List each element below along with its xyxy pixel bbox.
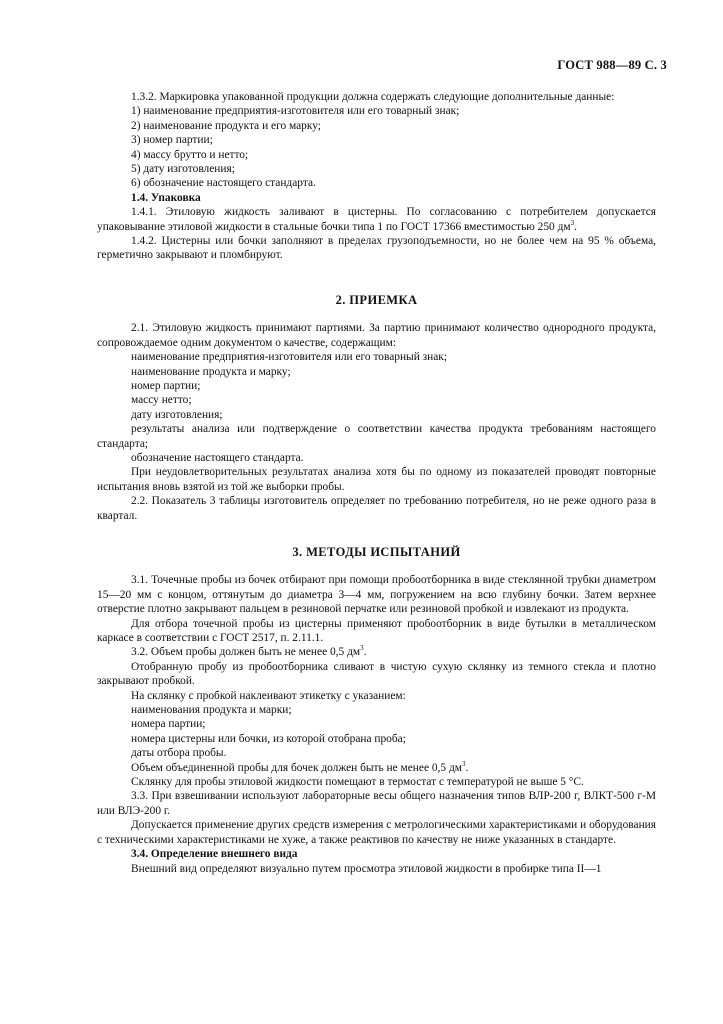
list-item: 5) дату изготовления; [131, 163, 235, 176]
clause-1-4-1: 1.4.1. Этиловую жидкость заливают в цистерны. По согласованию с потребителем допускается упаковывание этиловой жидкости в стальные бочки типа 1 по ГОСТ 17366 вместимостью 250 $дм^3$. [97, 206, 656, 233]
clause-2-1-retest: При неудовлетворительных результатах анализа хотя бы по одному из показателей проводят повторные испытания вновь взятой из той же выборки пробы. [97, 466, 656, 493]
list-item: дату изготовления; [131, 408, 223, 421]
section-3-heading: 3. МЕТОДЫ ИСПЫТАНИЙ [292, 544, 461, 559]
clause-3-2: 3.2. Объем пробы должен быть не менее 0,5 $дм^3$. [131, 644, 367, 659]
list-item: 2) наименование продукта и его марку; [131, 119, 321, 132]
list-item: наименования продукта и марки; [131, 704, 292, 717]
list-item: номера партии; [131, 718, 206, 731]
page-header: ГОСТ 988—89 С. 3 [557, 58, 667, 72]
clause-3-2-thermostat: Склянку для пробы этиловой жидкости помещают в термостат с температурой не выше 5 °С. [131, 776, 584, 789]
list-item: обозначение настоящего стандарта. [131, 451, 304, 464]
list-item: 6) обозначение настоящего стандарта. [131, 177, 316, 190]
clause-3-2-bottle: Отобранную пробу из пробоотборника сливают в чистую сухую склянку из темного стекла и плотно закрывают пробкой. [97, 660, 656, 688]
clause-3-4: Внешний вид определяют визуально путем просмотра этиловой жидкости в пробирке типа II—1 [131, 862, 602, 875]
list-item: 1) наименование предприятия-изготовителя или его товарный знак; [131, 105, 460, 118]
clause-3-3: 3.3. При взвешивании используют лабораторные весы общего назначения типов ВЛР-200 г, ВЛКТ-500 г-М или ВЛЭ-200 г. [97, 790, 656, 817]
section-2-heading: 2. ПРИЕМКА [335, 292, 418, 307]
list-item: наименование предприятия-изготовителя или его товарный знак; [131, 351, 447, 364]
list-item: наименование продукта и марку; [131, 365, 291, 378]
list-item: даты отбора пробы. [131, 747, 227, 760]
clause-3-1-tank: Для отбора точечной пробы из цистерны применяют пробоотборник в виде бутылки в металлическом каркасе в соответствии с ГОСТ 2517, п. 2.11.1. [97, 617, 656, 644]
clause-1-3-2-intro: 1.3.2. Маркировка упакованной продукции должна содержать следующие дополнительные данные: [131, 91, 615, 103]
section-1-4-heading: 1.4. Упаковка [131, 191, 201, 204]
clause-2-1: 2.1. Этиловую жидкость принимают партиями. За партию принимают количество однородного продукта, сопровождаемое одним документом о качестве, содержащим: [97, 322, 656, 349]
clause-3-2-combined: Объем объединенной пробы для бочек должен быть не менее 0,5 $дм^3$. [131, 759, 469, 774]
clause-1-4-2: 1.4.2. Цистерны или бочки заполняют в пределах грузоподъемности, но не более чем на 95 % объема, герметично закрывают и пломбируют. [97, 235, 656, 262]
list-item: 4) массу брутто и нетто; [131, 148, 249, 161]
list-item: результаты анализа или подтверждение о соответствии качества продукта требованиям настоящего стандарта; [97, 423, 656, 450]
clause-2-2: 2.2. Показатель 3 таблицы изготовитель определяет по требованию потребителя, но не реже одного раза в квартал. [97, 495, 656, 522]
list-item: номера цистерны или бочки, из которой отобрана проба; [131, 732, 406, 745]
document-body [97, 90, 656, 876]
list-item: номер партии; [131, 379, 201, 392]
clause-3-2-label: На склянку с пробкой наклеивают этикетку с указанием: [131, 689, 406, 702]
clause-3-3-other: Допускается применение других средств измерения с метрологическими характеристиками и оборудования с техническими характеристиками не хуже, а также реактивов по качеству не ниже указанных в стандарте. [97, 819, 656, 846]
list-item: 3) номер партии; [131, 134, 213, 147]
section-3-4-heading: 3.4. Определение внешнего вида [131, 848, 298, 861]
list-item: массу нетто; [131, 394, 192, 407]
clause-3-1: 3.1. Точечные пробы из бочек отбирают при помощи пробоотборника в виде стеклянной трубки диаметром 15—20 мм с концом, оттянутым до диаметра 3—4 мм, погружением на всю глубину бочки. Затем верхнее отверстие плотно закрывают пальцем в резиновой перчатке или резиновой пробкой и извлекают из продукта. [97, 574, 656, 616]
